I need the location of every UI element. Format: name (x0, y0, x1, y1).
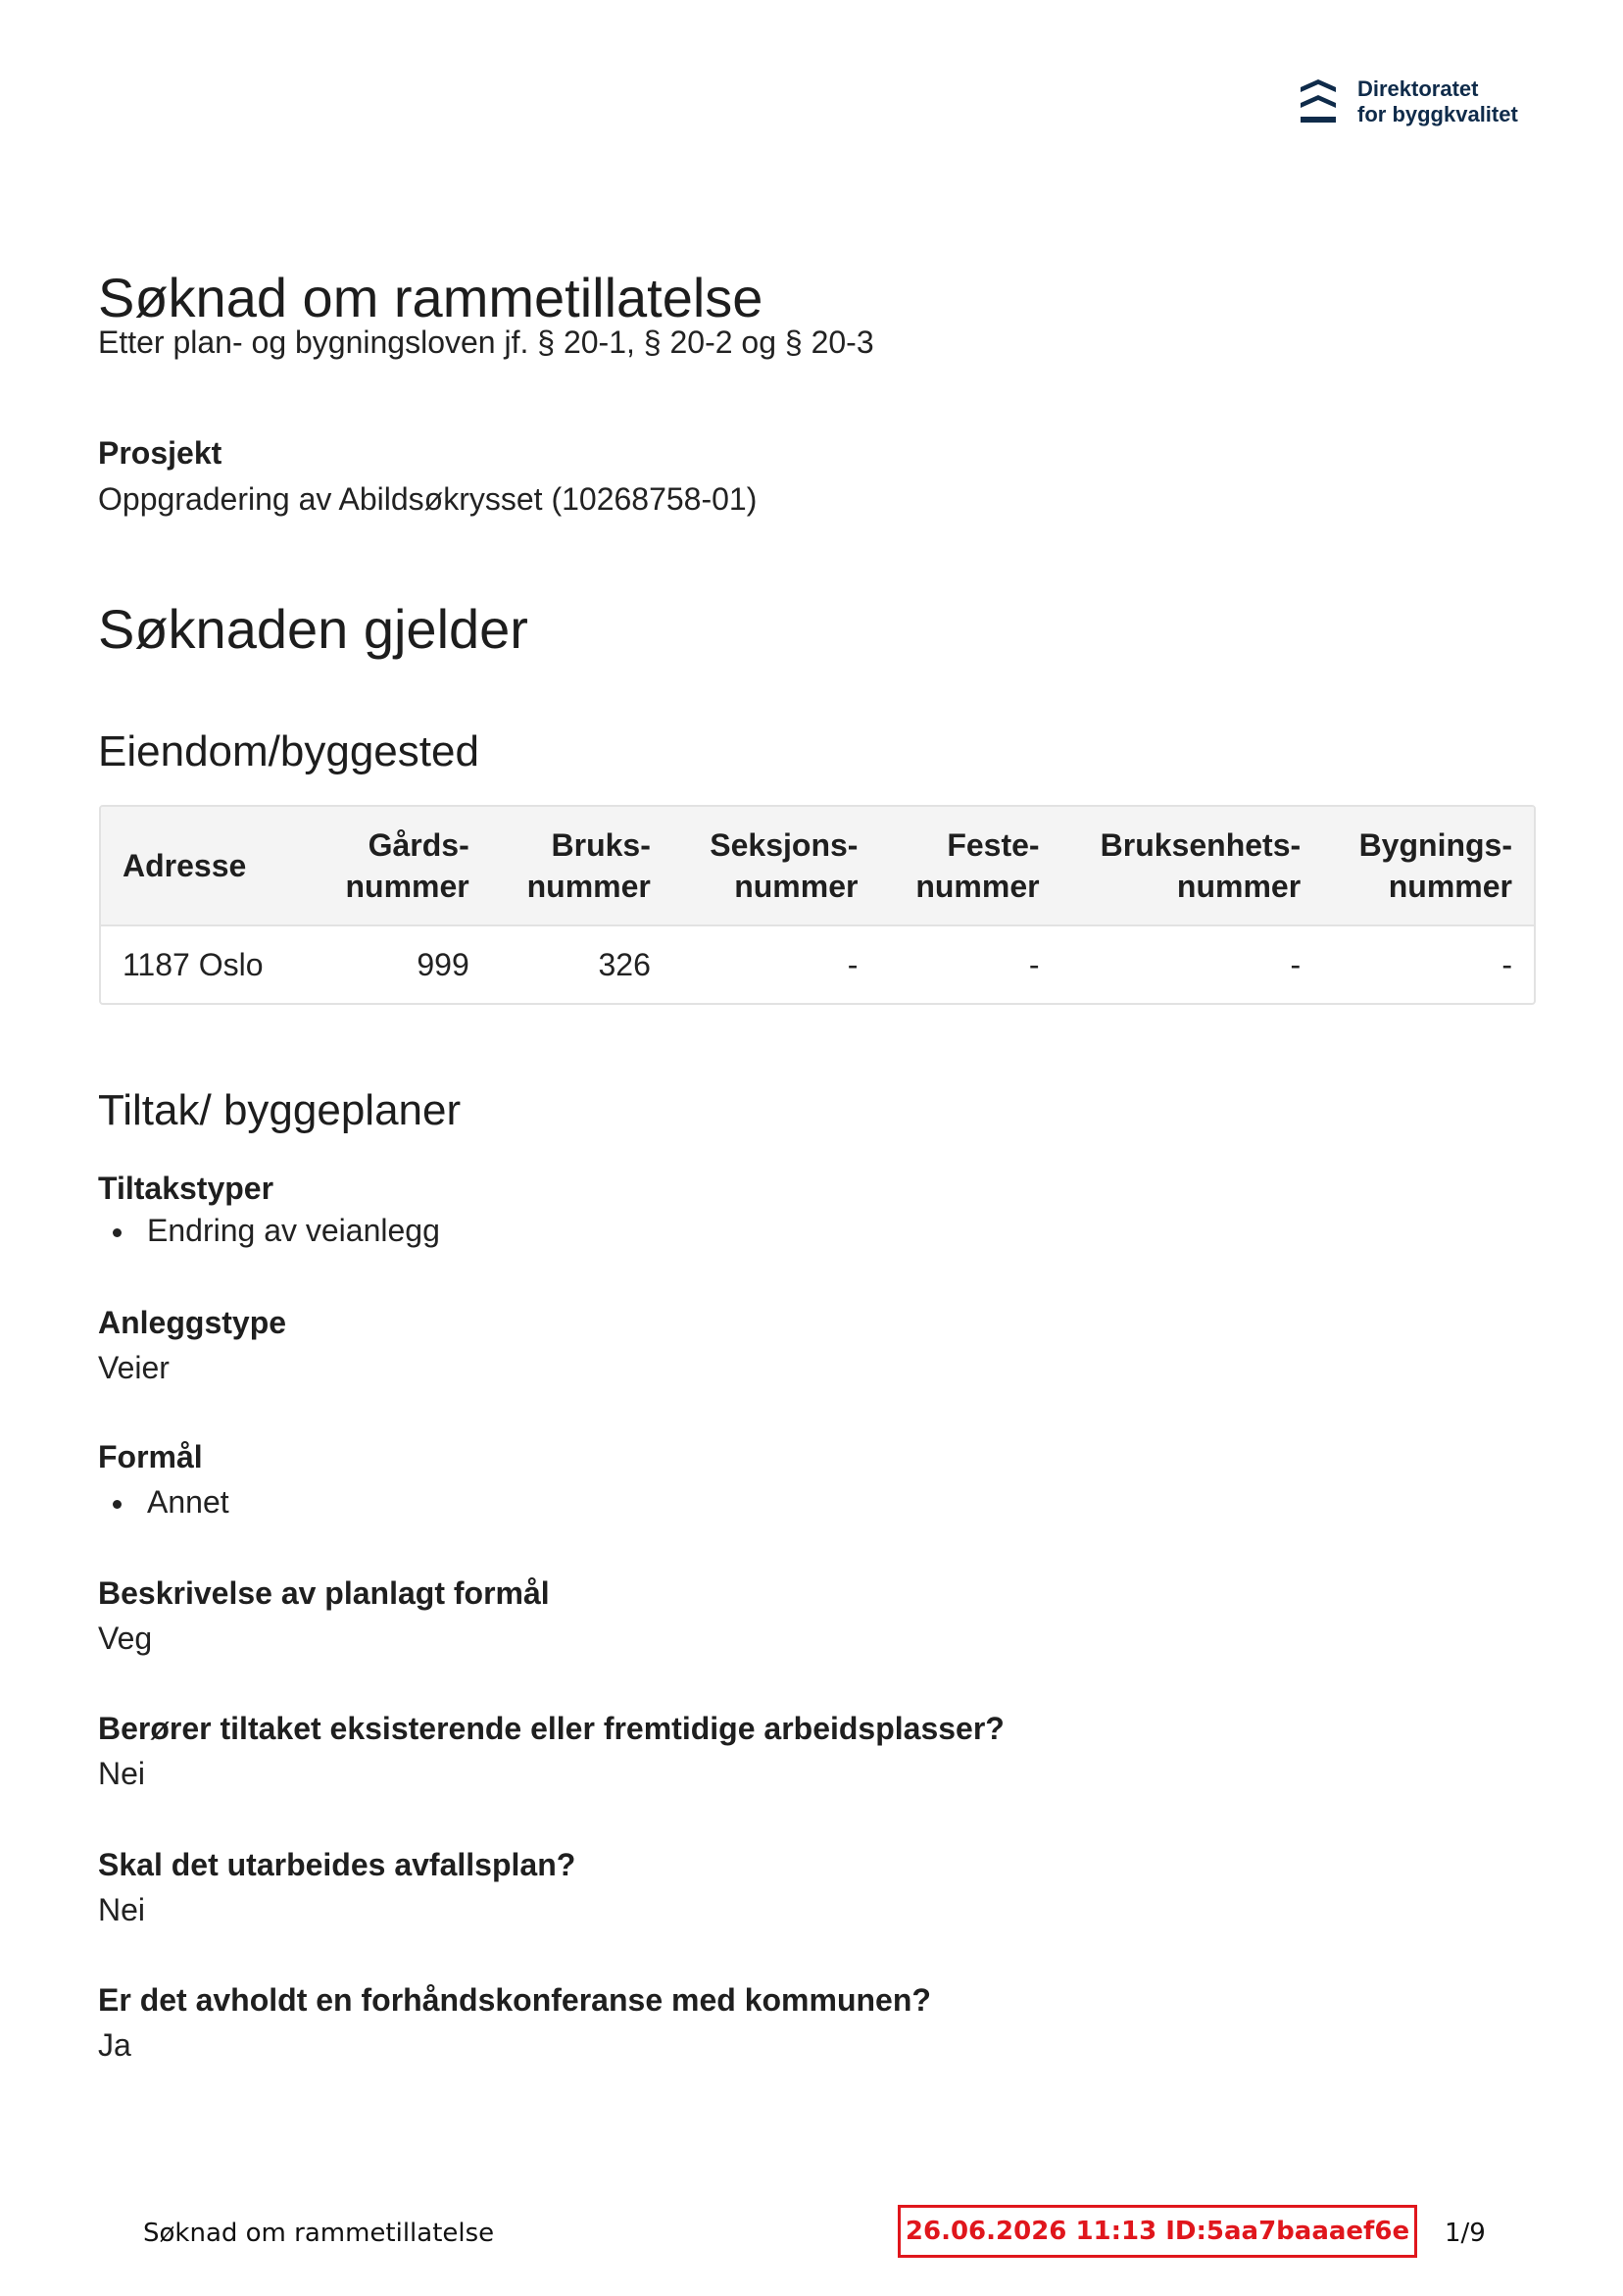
document-subtitle: Etter plan- og bygningsloven jf. § 20-1, § 20-2 og § 20-3 (98, 324, 874, 360)
logo-line-2: for byggkvalitet (1357, 102, 1518, 126)
formal-label: Formål (98, 1439, 203, 1474)
beskrivelse-label: Beskrivelse av planlagt formål (98, 1575, 550, 1611)
anleggstype-value: Veier (98, 1350, 170, 1385)
column-header-festenummer: Feste- nummer (879, 807, 1060, 925)
logo-text (1357, 76, 1518, 127)
project-value: Oppgradering av Abildsøkrysset (10268758-01) (98, 481, 758, 517)
arbeidsplasser-value: Nei (98, 1756, 146, 1791)
forhandskonferanse-value: Ja (98, 2027, 131, 2063)
list-item: Annet (98, 1483, 229, 1521)
page-number: 1/9 (1445, 2219, 1486, 2248)
timestamp-id-stamp: 26.06.2026 11:13 ID:5aa7baaaef6e (898, 2205, 1417, 2258)
cell-gardsnummer: 999 (417, 947, 469, 982)
tiltak-heading: Tiltak/ byggeplaner (98, 1086, 462, 1134)
formal-list (98, 1483, 229, 1521)
cell-adresse: 1187 Oslo (123, 947, 264, 982)
anleggstype-label: Anleggstype (98, 1305, 287, 1340)
arbeidsplasser-label: Berører tiltaket eksisterende eller fremtidige arbeidsplasser? (98, 1711, 1005, 1746)
column-header-bruksnummer: Bruks- nummer (491, 807, 672, 925)
tiltakstyper-label: Tiltakstyper (98, 1171, 274, 1206)
logo-line-1: Direktoratet (1357, 76, 1479, 101)
dibk-logo (1299, 76, 1518, 127)
column-header-adresse: Adresse (101, 807, 285, 925)
footer-title: Søknad om rammetillatelse (143, 2219, 495, 2248)
table-row (101, 925, 1534, 1003)
column-header-seksjonsnummer: Seksjons- nummer (672, 807, 880, 925)
document-title: Søknad om rammetillatelse (98, 267, 763, 328)
cell-seksjonsnummer: - (847, 947, 859, 982)
column-header-bruksenhetsnummer: Bruksenhets- nummer (1061, 807, 1323, 925)
column-header-gardsnummer: Gårds- nummer (285, 807, 490, 925)
cell-bruksenhetsnummer: - (1290, 947, 1302, 982)
beskrivelse-value: Veg (98, 1621, 153, 1656)
tiltakstyper-list (98, 1212, 440, 1249)
column-header-bygningsnummer: Bygnings- nummer (1322, 807, 1534, 925)
avfallsplan-value: Nei (98, 1892, 146, 1927)
section-heading: Søknaden gjelder (98, 598, 528, 660)
cell-bruksnummer: 326 (598, 947, 651, 982)
dibk-chevron-logo-icon (1299, 77, 1338, 126)
list-item: Endring av veianlegg (98, 1212, 440, 1249)
project-label: Prosjekt (98, 435, 222, 471)
table-header-row (101, 807, 1534, 925)
forhandskonferanse-label: Er det avholdt en forhåndskonferanse med kommunen? (98, 1982, 931, 2018)
property-table (99, 805, 1536, 1005)
cell-bygningsnummer: - (1501, 947, 1512, 982)
avfallsplan-label: Skal det utarbeides avfallsplan? (98, 1847, 576, 1882)
property-heading: Eiendom/byggested (98, 727, 479, 775)
cell-festenummer: - (1028, 947, 1040, 982)
